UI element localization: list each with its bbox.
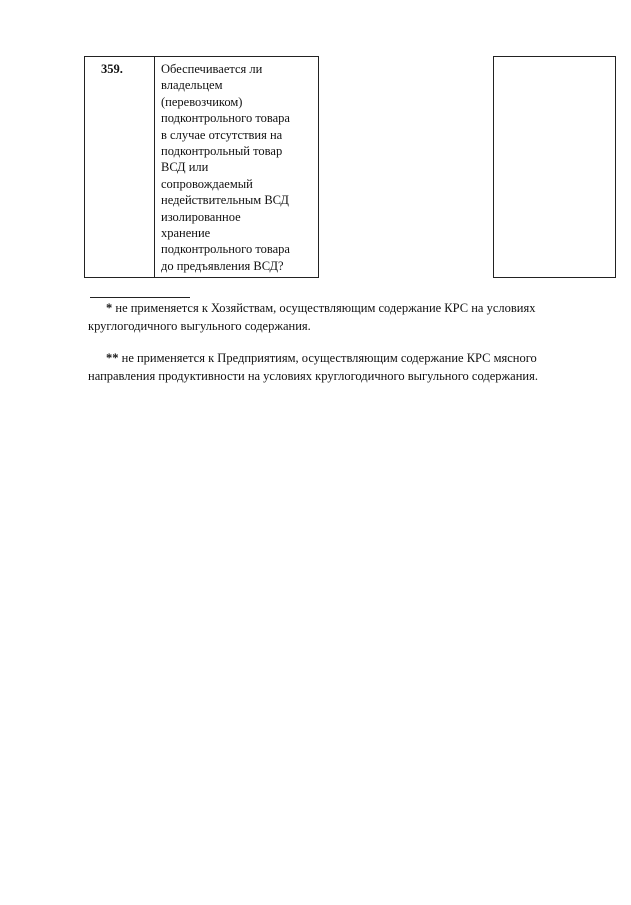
checklist-table	[84, 56, 616, 278]
footnote-2	[88, 349, 574, 385]
question-text: Обеспечивается ли владельцем (перевозчиком) подконтрольного товара в случае отсутствия на подконтрольный товар ВСД или сопровождаемый недействительным ВСД изолированное хранение подконтрольного товара до предъявления ВСД?	[155, 57, 319, 278]
footnote-2-line-2: направления продуктивности на условиях круглогодичного выгульного содержания.	[88, 369, 538, 383]
row-number: 359.	[85, 57, 155, 278]
footnote-1	[88, 299, 574, 335]
footnote-2-text: не применяется к Предприятиям, осуществляющим содержание КРС мясного	[118, 351, 537, 365]
empty-notes-cell	[494, 57, 616, 278]
footnote-1-mark: *	[106, 301, 113, 315]
footnote-1-line-1	[88, 299, 574, 317]
footnote-separator	[90, 297, 190, 298]
footnote-1-text: не применяется к Хозяйствам, осуществляющим содержание КРС на условиях	[112, 301, 536, 315]
footnote-2-mark: **	[106, 351, 119, 365]
footnote-1-line-2: круглогодичного выгульного содержания.	[88, 319, 311, 333]
footnote-2-line-1	[88, 349, 574, 367]
table-row	[85, 57, 616, 278]
empty-answer-cell	[319, 57, 494, 278]
